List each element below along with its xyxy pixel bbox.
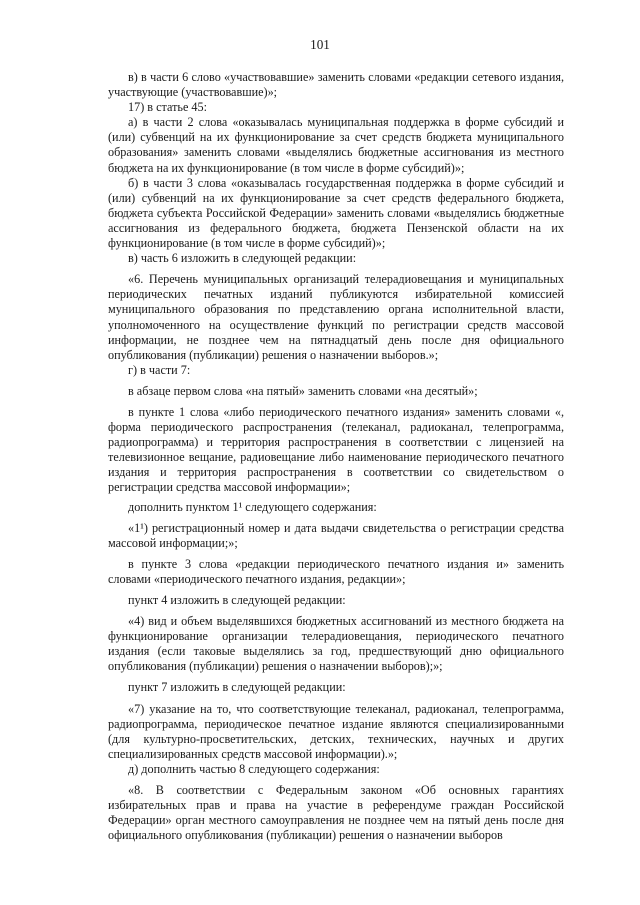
paragraph-17g: г) в части 7:: [128, 362, 191, 377]
paragraph-punkt-4-text: «4) вид и объем выделявшихся бюджетных ассигнований из местного бюджета на функционирование организации телерадиовещания, периодического печатного издания (если таковые выделялись за год, предшествующий дню официального опубликования (публикации) решения о назначении выборов);»;: [108, 614, 564, 674]
page-number: 101: [310, 37, 330, 52]
document-body: [108, 70, 564, 843]
paragraph-punkt-3: в пункте 3 слова «редакции периодического печатного издания и» заменить словами «периодического печатного издания, редакции»;: [108, 556, 564, 586]
paragraph-punkt-4-intro: пункт 4 изложить в следующей редакции:: [128, 593, 346, 607]
paragraph-punkt-1-1-text: «1¹) регистрационный номер и дата выдачи свидетельства о регистрации средства массовой информации;»;: [108, 520, 564, 550]
paragraph-17b: б) в части 3 слова «оказывалась государственная поддержка в форме субсидий и (или) субвенций на их функционирование за счет средств федерального бюджета, бюджета субъекта Российской Федерации» заменить словами «выделялись бюджетные ассигнования из федерального бюджета, бюджета Пензенской области на их функционирование (в том числе в форме субсидий)»;: [108, 175, 564, 251]
paragraph-punkt-7-text: «7) указание на то, что соответствующие телеканал, радиоканал, телепрограмма, радиопрограмма, периодическое печатное издание являются специализированными (для культурно-просветительских, детских, технических, научных и других специализированных средств массовой информации).»;: [108, 701, 564, 761]
paragraph-punkt-1: в пункте 1 слова «либо периодического печатного издания» заменить словами «, форма периодического распространения (телеканал, радиоканал, телепрограмма, радиопрограмма) и территория распространения в соответствии с лицензией на телевизионное вещание, радиовещание либо наименование периодического печатного издания и территория распространения в соответствии со свидетельством о регистрации средства массовой информации»;: [108, 404, 564, 495]
paragraph-add-punkt-1-1: дополнить пунктом 1¹ следующего содержания:: [128, 499, 377, 514]
paragraph-17a: а) в части 2 слова «оказывалась муниципальная поддержка в форме субсидий и (или) субвенций на их функционирование за счет средств бюджета муниципального образования» заменить словами «выделялись бюджетные ассигнования из местного бюджета на их функционирование (в том числе в форме субсидий)»;: [108, 115, 564, 175]
paragraph-punkt-7-intro: пункт 7 изложить в следующей редакции:: [128, 680, 346, 695]
paragraph-item-17: 17) в статье 45:: [128, 100, 207, 115]
paragraph-abzats-first: в абзаце первом слова «на пятый» заменить словами «на десятый»;: [128, 383, 478, 398]
paragraph-6v: в) в части 6 слово «участвовавшие» заменить словами «редакции сетевого издания, участвующие (участвовавшие)»;: [108, 70, 564, 100]
paragraph-part-8-text: «8. В соответствии с Федеральным законом «Об основных гарантиях избирательных прав и права на участие в референдуме граждан Российской Федерации» орган местного самоуправления не позднее чем на пятый день после дня официального опубликования (публикации) решения о назначении выборов: [108, 783, 564, 843]
paragraph-17d: д) дополнить частью 8 следующего содержания:: [128, 761, 380, 776]
paragraph-part-6-text: «6. Перечень муниципальных организаций телерадиовещания и муниципальных периодических печатных изданий публикуются избирательной комиссией муниципального образования по представлению органа исполнительной власти, уполномоченного на осуществление функций по регистрации средств массовой информации, не позднее чем на пятнадцатый день после дня официального опубликования (публикации) решения о назначении выборов.»;: [108, 272, 564, 362]
paragraph-17v: в) часть 6 изложить в следующей редакции:: [128, 251, 357, 266]
